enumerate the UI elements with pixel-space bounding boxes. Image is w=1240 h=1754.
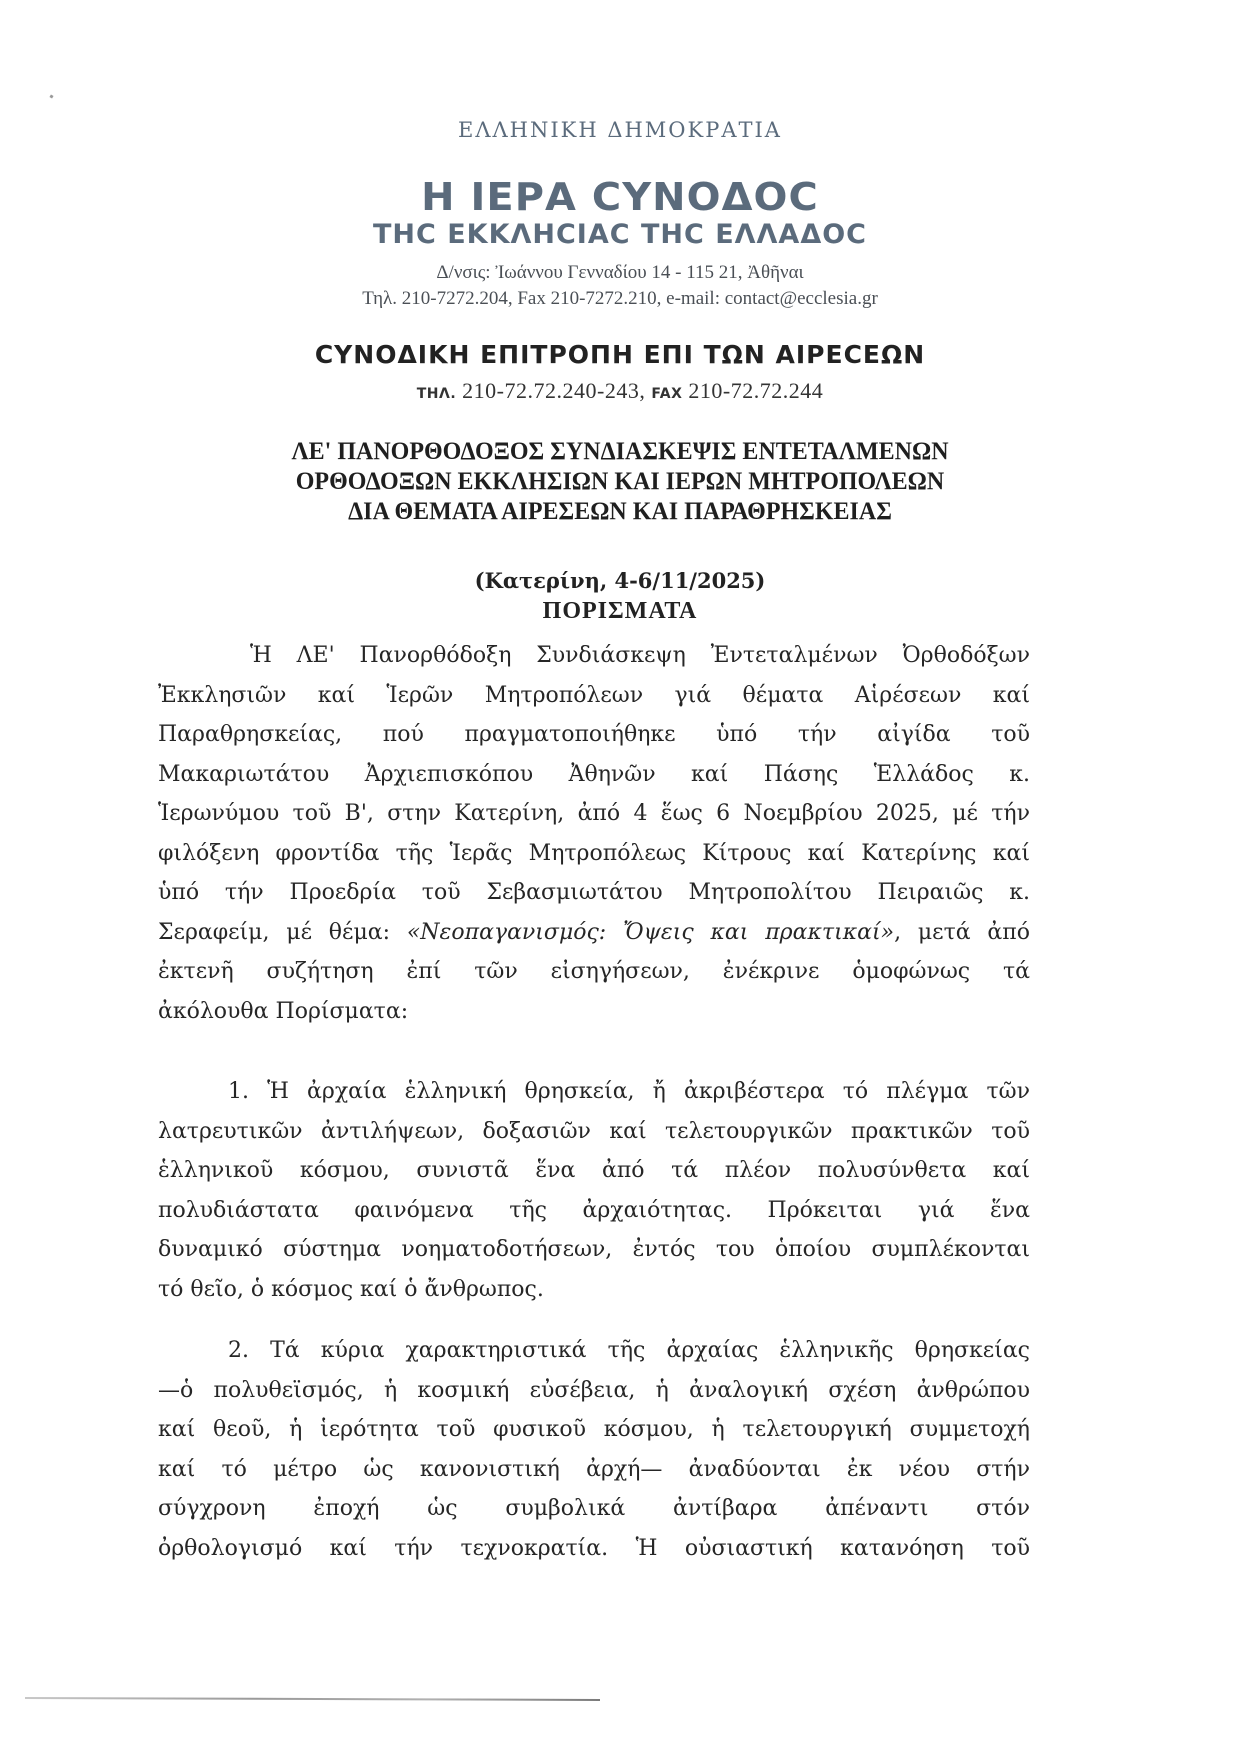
paragraph-line: σύγχρονη ἐποχή ὡς συμβολικά ἀντίβαρα ἀπέναντι στόν — [158, 1496, 1030, 1521]
paragraph-line: ἀκόλουθα Πορίσματα: — [158, 998, 409, 1024]
paragraph-line: Ἡ ΛΕ' Πανορθόδοξη Συνδιάσκεψη Ἐντεταλμένων Ὀρθοδόξων — [250, 643, 1030, 668]
paragraph-line: Παραθρησκείας, πού πραγματοποιήθηκε ὑπό τήν αἰγίδα τοῦ — [158, 722, 1030, 747]
fax-label: FAX — [651, 386, 683, 402]
paragraph-line: καί θεοῦ, ἡ ἱερότητα τοῦ φυσικοῦ κόσμου, ἡ τελετουργική συμμετοχή — [158, 1417, 1030, 1442]
paragraph-line: 2. Τά κύρια χαρακτηριστικά τῆς ἀρχαίας ἑλληνικῆς θρησκείας — [228, 1338, 1030, 1363]
paragraph-line: Ἱερωνύμου τοῦ Β', στην Κατερίνη, ἀπό 4 ἕως 6 Νοεμβρίου 2025, μέ τήν — [158, 801, 1030, 826]
committee-contact — [0, 378, 1240, 404]
line-text: Σεραφείμ, μέ θέμα: — [158, 919, 407, 945]
paragraph-line: καί τό μέτρο ὡς κανονιστική ἀρχή— ἀναδύονται ἐκ νέου στήν — [158, 1456, 1030, 1482]
paragraph-line: ἑλληνικοῦ κόσμου, συνιστᾶ ἕνα ἀπό τά πλέον πολυσύνθετα καί — [158, 1158, 1030, 1183]
paragraph-line: Μακαριωτάτου Ἀρχιεπισκόπου Ἀθηνῶν καί Πάσης Ἑλλάδος κ. — [158, 761, 1030, 787]
fax-number: 210-72.72.244 — [688, 378, 824, 403]
paragraph-line: 1. Ἡ ἀρχαία ἑλληνική θρησκεία, ἤ ἀκριβέστερα τό πλέγμα τῶν — [228, 1079, 1030, 1104]
line-text: , μετά ἀπό — [894, 919, 1030, 945]
paragraph-line: ἐκτενῆ συζήτηση ἐπί τῶν εἰσηγήσεων, ἐνέκρινε ὁμοφώνως τά — [158, 959, 1030, 984]
conference-title-line-2: ΟΡΘΟΔΟΞΩΝ ΕΚΚΛΗΣΙΩΝ ΚΑΙ ΙΕΡΩΝ ΜΗΤΡΟΠΟΛΕΩΝ — [295, 468, 945, 495]
place-date: (Κατερίνη, 4-6/11/2025) — [474, 568, 766, 593]
paragraph-line: ὀρθολογισμό καί τήν τεχνοκρατία. Ἡ οὐσιαστική κατανόηση τοῦ — [158, 1535, 1030, 1561]
committee-title: CΥΝΟΔΙΚΗ ΕΠΙΤΡΟΠΗ ΕΠΙ ΤΩΝ ΑΙΡΕCΕΩΝ — [314, 340, 926, 369]
paragraph-line — [158, 913, 1030, 953]
section-heading: ΠΟΡΙΣΜΑΤΑ — [542, 598, 698, 624]
republic-heading: ΕΛΛΗΝΙΚΗ ΔΗΜΟΚΡΑΤΙΑ — [458, 118, 782, 142]
paragraph-line: πολυδιάστατα φαινόμενα τῆς ἀρχαιότητας. Πρόκειται γιά ἕνα — [158, 1197, 1030, 1223]
paragraph-line: Ἐκκλησιῶν καί Ἱερῶν Μητροπόλεων γιά θέματα Αἱρέσεων καί — [158, 682, 1030, 708]
scan-speck — [49, 94, 53, 98]
tel-label: ΤΗΛ. — [416, 386, 457, 402]
contact-line: Τηλ. 210-7272.204, Fax 210-7272.210, e-mail: contact@ecclesia.gr — [362, 288, 878, 309]
paragraph-line: λατρευτικῶν ἀντιλήψεων, δοξασιῶν καί τελετουργικῶν πρακτικῶν τοῦ — [158, 1118, 1030, 1144]
conference-title-line-3: ΔΙΑ ΘΕΜΑΤΑ ΑΙΡΕΣΕΩΝ ΚΑΙ ΠΑΡΑΘΡΗΣΚΕΙΑΣ — [348, 498, 892, 525]
paragraph-line: φιλόξενη φροντίδα τῆς Ἱερᾶς Μητροπόλεως Κίτρους καί Κατερίνης καί — [158, 840, 1030, 866]
footer-rule — [25, 1697, 600, 1701]
paragraph-line: τό θεῖο, ὁ κόσμος καί ὁ ἄνθρωπος. — [158, 1276, 544, 1302]
finding-1 — [158, 1072, 1030, 1309]
paragraph-line: δυναμικό σύστημα νοηματοδοτήσεων, ἐντός του ὁποίου συμπλέκονται — [158, 1237, 1030, 1262]
finding-2 — [158, 1331, 1030, 1568]
church-title: ΤΗC ΕΚΚΛΗCΙΑC ΤΗC ΕΛΛΑΔΟC — [372, 219, 867, 250]
paragraph-line: ὑπό τήν Προεδρία τοῦ Σεβασμιωτάτου Μητροπολίτου Πειραιῶς κ. — [158, 880, 1030, 905]
intro-paragraph — [158, 636, 1030, 1031]
paragraph-line: —ὁ πολυθεϊσμός, ἡ κοσμική εὐσέβεια, ἡ ἀναλογική σχέση ἀνθρώπου — [158, 1377, 1030, 1403]
conference-title-line-1: ΛΕ' ΠΑΝΟΡΘΟΔΟΞΟΣ ΣΥΝΔΙΑΣΚΕΨΙΣ ΕΝΤΕΤΑΛΜΕΝΩΝ — [291, 438, 949, 465]
address-line: Δ/νσις: Ἰωάννου Γενναδίου 14 - 115 21, Ἀθῆναι — [436, 262, 804, 283]
synod-title: Η ΙΕΡΑ CΥΝΟΔΟC — [421, 175, 819, 219]
conference-theme: «Νεοπαγανισμός: Ὄψεις και πρακτικαί» — [406, 919, 895, 945]
tel-number: 210-72.72.240-243, — [462, 378, 646, 403]
